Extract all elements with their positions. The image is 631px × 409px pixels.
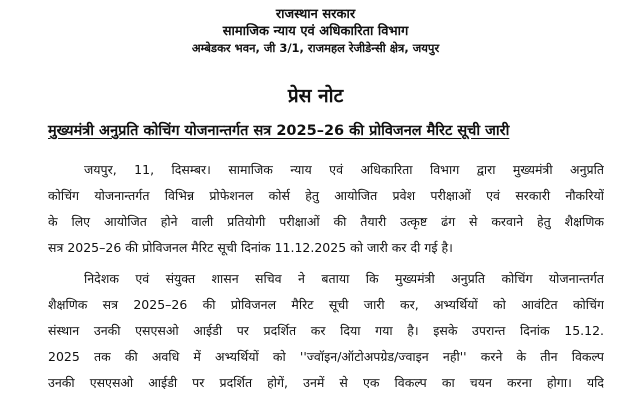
government-name: राजस्थान सरकार: [275, 7, 356, 22]
press-note-title: प्रेस नोट: [287, 85, 344, 107]
press-note-subtitle: मुख्यमंत्री अनुप्रति कोचिंग योजनान्तर्गत सत्र 2025–26 की प्रोविजनल मैरिट सूची जारी: [48, 123, 510, 139]
paragraph-2-line: 2025 तक की अवधि में अभ्यर्थियों को ''ज्वॉइन/ऑटोअपग्रेड/ज्वाइन नही'' करने के तीन विकल्प: [48, 349, 604, 364]
paragraph-1-line: जयपुर, 11, दिसम्बर। सामाजिक न्याय एवं अधिकारिता विभाग द्वारा मुख्यमंत्री अनुप्रति: [84, 162, 604, 177]
paragraph-2-line: उनकी एसएसओ आईडी पर प्रदर्शित होगें, उनमें से एक विकल्प का चयन करना होगा। यदि: [48, 375, 604, 390]
department-name: सामाजिक न्याय एवं अधिकारिता विभाग: [222, 24, 409, 39]
department-address: अम्बेडकर भवन, जी 3/1, राजमहल रेजीडेन्सी क्षेत्र, जयपुर: [191, 41, 440, 55]
paragraph-1: [48, 157, 604, 261]
paragraph-1-line: कोचिंग योजनान्तर्गत विभिन्न प्रोफेशनल कोर्स हेतु आयोजित प्रवेश परीक्षाओं एवं सरकारी नौकरियों: [48, 188, 604, 203]
paragraph-1-line: सत्र 2025–26 की प्रोविजनल मैरिट सूची दिनांक 11.12.2025 को जारी कर दी गई है।: [48, 240, 453, 255]
paragraph-2: [48, 266, 604, 396]
letterhead: [0, 6, 631, 56]
paragraph-1-line: के लिए आयोजित होने वाली प्रतियोगी परीक्षाओं की तैयारी उत्कृष्ट ढंग से करवाने हेतु शैक्षणिक: [48, 214, 604, 229]
paragraph-2-line: संस्थान उनकी एसएसओ आईडी पर प्रदर्शित कर दिया गया है। इसके उपरान्त दिनांक 15.12.: [48, 323, 604, 338]
paragraph-2-line: शैक्षणिक सत्र 2025–26 की प्रोविजनल मैरिट सूची जारी कर, अभ्यर्थियों को आवंटित कोचिंग: [48, 297, 604, 312]
paragraph-2-line: निदेशक एवं संयुक्त शासन सचिव ने बताया कि मुख्यमंत्री अनुप्रति कोचिंग योजनान्तर्गत: [84, 271, 604, 286]
